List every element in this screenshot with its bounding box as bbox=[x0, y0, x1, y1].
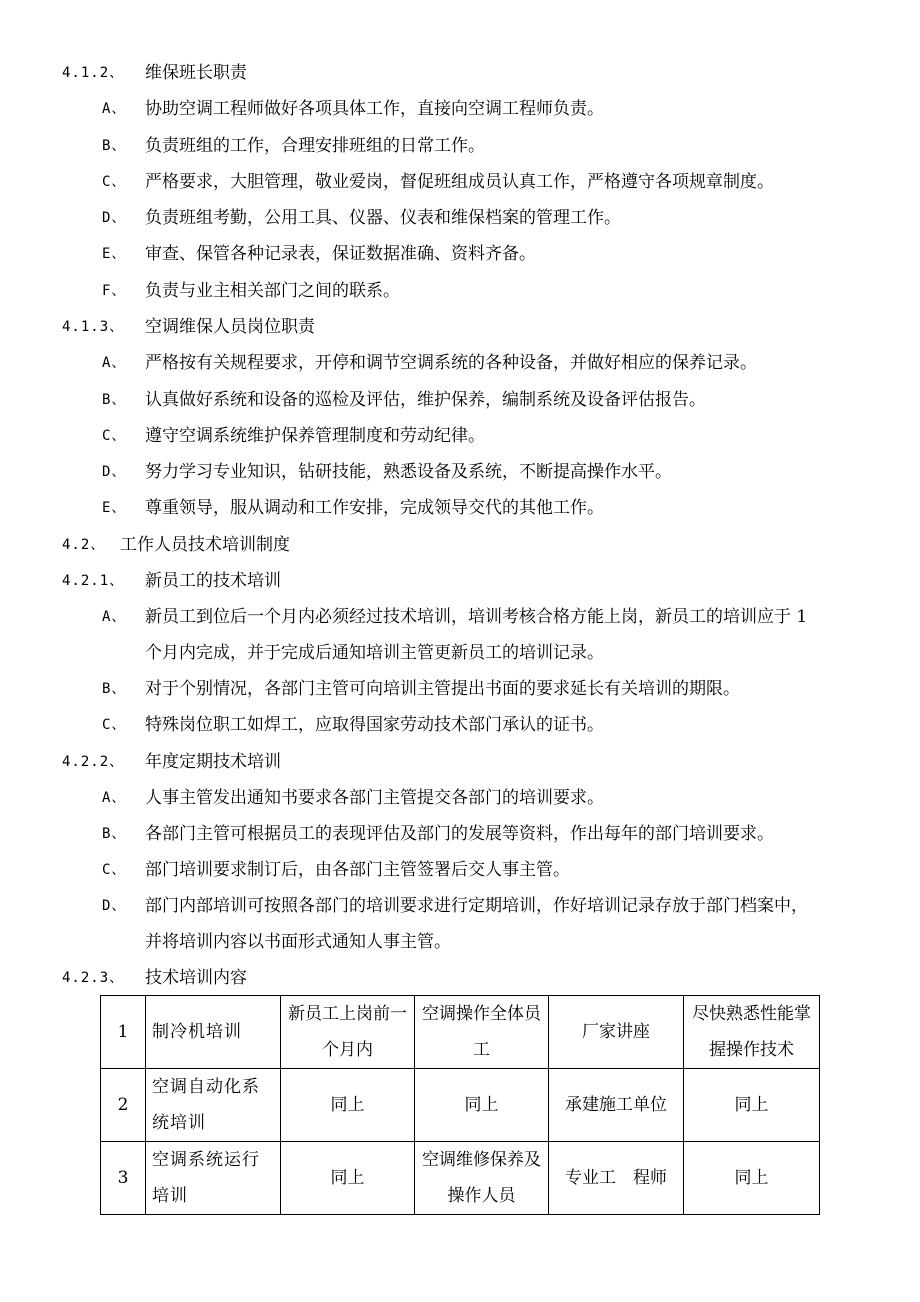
item-text-cont: 并将培训内容以书面形式通知人事主管。 bbox=[145, 932, 451, 952]
table-cell: 3 bbox=[101, 1142, 146, 1215]
item-text: 人事主管发出通知书要求各部门主管提交各部门的培训要求。 bbox=[145, 788, 604, 808]
sec-number: 4.2.2、 bbox=[62, 754, 125, 770]
table-cell: 空调系统运行培训 bbox=[146, 1142, 281, 1215]
item-text: 遵守空调系统维护保养管理制度和劳动纪律。 bbox=[145, 426, 485, 446]
item-letter: B、 bbox=[102, 392, 127, 408]
table-cell: 同上 bbox=[281, 1142, 415, 1215]
item-letter: C、 bbox=[102, 862, 127, 878]
item-text: 新员工到位后一个月内必须经过技术培训，培训考核合格方能上岗，新员工的培训应于 1 bbox=[145, 607, 808, 627]
item-letter: A、 bbox=[102, 790, 127, 806]
item-letter: F、 bbox=[102, 283, 127, 299]
item-letter: D、 bbox=[102, 464, 127, 480]
item-letter: D、 bbox=[102, 210, 127, 226]
sec-title: 空调维保人员岗位职责 bbox=[145, 317, 315, 337]
table-cell: 尽快熟悉性能掌握操作技术 bbox=[684, 996, 820, 1069]
table-cell: 同上 bbox=[684, 1069, 820, 1142]
table-cell: 2 bbox=[101, 1069, 146, 1142]
table-cell: 新员工上岗前一个月内 bbox=[281, 996, 415, 1069]
table-cell: 同上 bbox=[684, 1142, 820, 1215]
item-text: 审查、保管各种记录表，保证数据准确、资料齐备。 bbox=[145, 244, 536, 264]
item-text: 协助空调工程师做好各项具体工作，直接向空调工程师负责。 bbox=[145, 99, 604, 119]
sec-title: 技术培训内容 bbox=[145, 968, 247, 988]
item-letter: E、 bbox=[102, 500, 127, 516]
item-letter: C、 bbox=[102, 717, 127, 733]
sec-number: 4.1.2、 bbox=[62, 65, 125, 81]
item-text: 各部门主管可根据员工的表现评估及部门的发展等资料，作出每年的部门培训要求。 bbox=[145, 824, 774, 844]
table-row bbox=[101, 996, 820, 1069]
item-letter: A、 bbox=[102, 101, 127, 117]
table-cell: 制冷机培训 bbox=[146, 996, 281, 1069]
item-letter: C、 bbox=[102, 174, 127, 190]
sec-title: 新员工的技术培训 bbox=[145, 571, 281, 591]
table-cell: 空调维修保养及操作人员 bbox=[415, 1142, 549, 1215]
table-cell: 空调操作全体员工 bbox=[415, 996, 549, 1069]
sec-number: 4.1.3、 bbox=[62, 319, 125, 335]
table-cell: 承建施工单位 bbox=[549, 1069, 684, 1142]
item-letter: B、 bbox=[102, 681, 127, 697]
table-cell: 同上 bbox=[281, 1069, 415, 1142]
item-letter: D、 bbox=[102, 898, 127, 914]
item-text: 负责班组考勤，公用工具、仪器、仪表和维保档案的管理工作。 bbox=[145, 208, 621, 228]
item-text: 特殊岗位职工如焊工，应取得国家劳动技术部门承认的证书。 bbox=[145, 715, 604, 735]
sec-number: 4.2.1、 bbox=[62, 573, 125, 589]
item-text-cont: 个月内完成，并于完成后通知培训主管更新员工的培训记录。 bbox=[145, 643, 604, 663]
table-cell: 同上 bbox=[415, 1069, 549, 1142]
item-text: 部门内部培训可按照各部门的培训要求进行定期培训，作好培训记录存放于部门档案中， bbox=[145, 896, 808, 916]
sec-title: 工作人员技术培训制度 bbox=[120, 535, 290, 555]
sec-title: 维保班长职责 bbox=[145, 63, 247, 83]
sec-number: 4.2.3、 bbox=[62, 970, 125, 986]
item-text: 部门培训要求制订后，由各部门主管签署后交人事主管。 bbox=[145, 860, 570, 880]
item-text: 负责与业主相关部门之间的联系。 bbox=[145, 281, 400, 301]
table-row bbox=[101, 1069, 820, 1142]
item-text: 严格按有关规程要求，开停和调节空调系统的各种设备，并做好相应的保养记录。 bbox=[145, 353, 757, 373]
sec-number: 4.2、 bbox=[62, 537, 106, 553]
table-cell: 1 bbox=[101, 996, 146, 1069]
item-text: 负责班组的工作，合理安排班组的日常工作。 bbox=[145, 136, 485, 156]
item-text: 认真做好系统和设备的巡检及评估，维护保养，编制系统及设备评估报告。 bbox=[145, 390, 706, 410]
item-letter: B、 bbox=[102, 138, 127, 154]
sec-title: 年度定期技术培训 bbox=[145, 752, 281, 772]
table-row bbox=[101, 1142, 820, 1215]
item-text: 严格要求，大胆管理，敬业爱岗，督促班组成员认真工作，严格遵守各项规章制度。 bbox=[145, 172, 774, 192]
item-letter: A、 bbox=[102, 355, 127, 371]
item-letter: A、 bbox=[102, 609, 127, 625]
item-letter: B、 bbox=[102, 826, 127, 842]
table-cell: 空调自动化系统培训 bbox=[146, 1069, 281, 1142]
item-letter: C、 bbox=[102, 428, 127, 444]
table-cell: 专业工 程师 bbox=[549, 1142, 684, 1215]
item-text: 对于个别情况，各部门主管可向培训主管提出书面的要求延长有关培训的期限。 bbox=[145, 679, 740, 699]
table-cell: 厂家讲座 bbox=[549, 996, 684, 1069]
training-table bbox=[100, 995, 820, 1215]
item-text: 尊重领导，服从调动和工作安排，完成领导交代的其他工作。 bbox=[145, 498, 604, 518]
item-letter: E、 bbox=[102, 246, 127, 262]
item-text: 努力学习专业知识，钻研技能，熟悉设备及系统，不断提高操作水平。 bbox=[145, 462, 672, 482]
